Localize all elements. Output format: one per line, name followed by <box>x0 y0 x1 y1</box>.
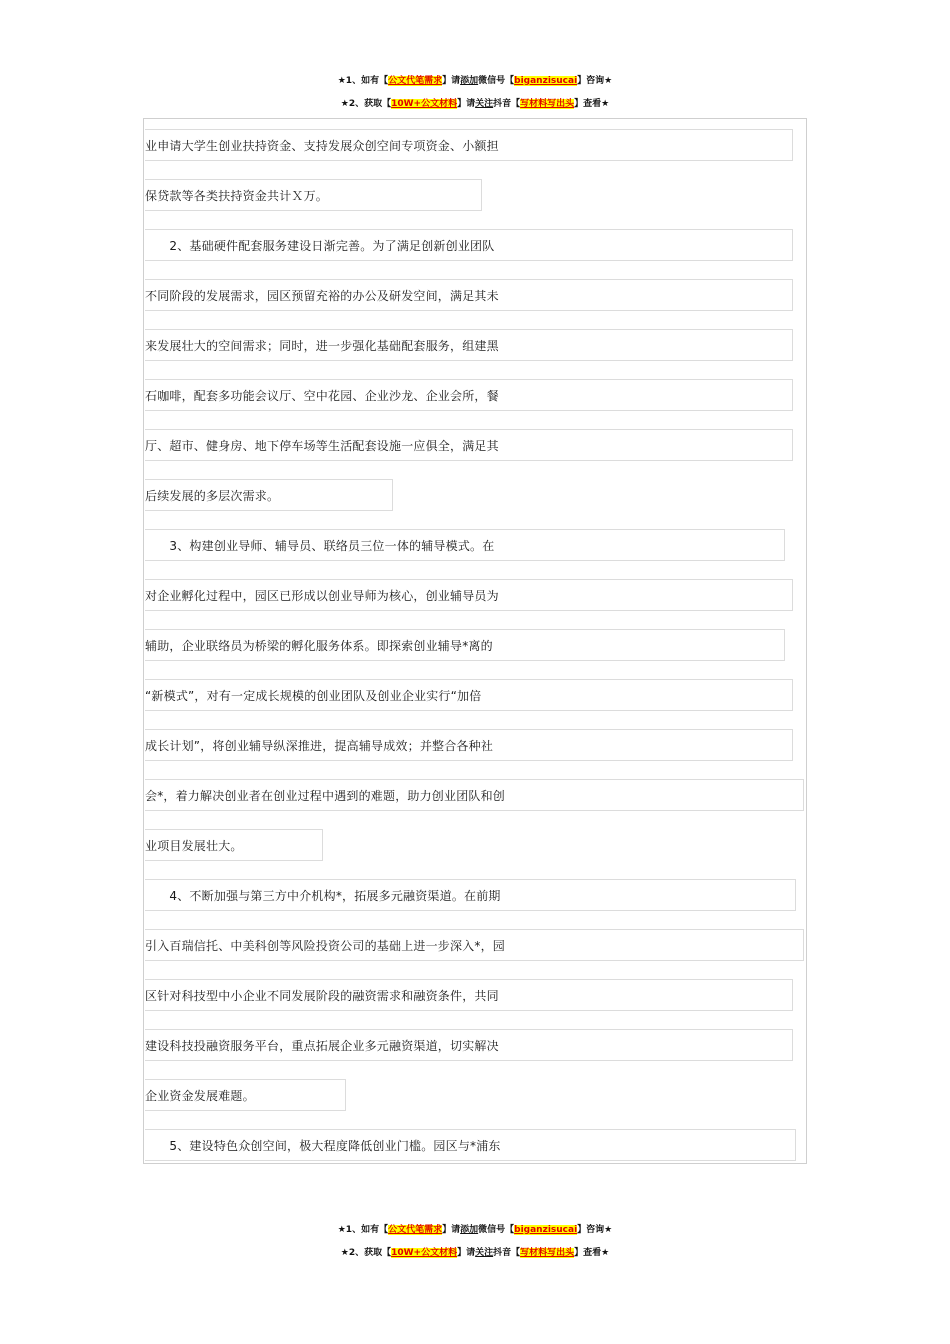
document-line: 厅、超市、健身房、地下停车场等生活配套设施一应俱全，满足其 <box>145 429 793 461</box>
banner-text: 】咨询★ <box>577 76 613 86</box>
header-banner <box>0 70 950 116</box>
banner-text: 微信号【 <box>478 1225 515 1235</box>
banner-highlight: 10W+公文材料 <box>391 1248 458 1258</box>
document-line: 业申请大学生创业扶持资金、支持发展众创空间专项资金、小额担 <box>145 129 793 161</box>
banner-text: 抖音【 <box>493 1248 521 1258</box>
banner-text: 】查看★ <box>574 1248 610 1258</box>
footer-banner <box>0 1219 950 1265</box>
banner-text: 】查看★ <box>574 99 610 109</box>
banner-underline: 添加 <box>460 76 479 86</box>
document-line: 会*，着力解决创业者在创业过程中遇到的难题，助力创业团队和创 <box>145 779 804 811</box>
document-line: 引入百瑞信托、中美科创等风险投资公司的基础上进一步深入*，园 <box>145 929 804 961</box>
document-line: 5、建设特色众创空间，极大程度降低创业门槛。园区与*浦东 <box>145 1129 796 1161</box>
document-line: 保贷款等各类扶持资金共计Ｘ万。 <box>145 179 482 211</box>
banner-wechat-id: biganzisucai <box>514 76 578 86</box>
document-line: 企业资金发展难题。 <box>145 1079 346 1111</box>
banner-douyin-id: 写材料写出头 <box>520 99 575 109</box>
banner-underline: 添加 <box>460 1225 479 1235</box>
banner-text: 抖音【 <box>493 99 521 109</box>
banner-text: 】请 <box>457 99 476 109</box>
banner-text: ★1、如有【 <box>337 76 389 86</box>
banner-text: ★2、获取【 <box>340 1248 392 1258</box>
document-line: 建设科技投融资服务平台，重点拓展企业多元融资渠道，切实解决 <box>145 1029 793 1061</box>
footer-banner-line-1 <box>0 1219 950 1242</box>
banner-text: 】咨询★ <box>577 1225 613 1235</box>
document-line: 后续发展的多层次需求。 <box>145 479 393 511</box>
document-line: “新模式”，对有一定成长规模的创业团队及创业企业实行“加倍 <box>145 679 793 711</box>
document-line: 2、基础硬件配套服务建设日渐完善。为了满足创新创业团队 <box>145 229 793 261</box>
banner-text: 微信号【 <box>478 76 515 86</box>
banner-highlight: 公文代笔需求 <box>388 1225 443 1235</box>
banner-highlight: 公文代笔需求 <box>388 76 443 86</box>
document-line: 业项目发展壮大。 <box>145 829 323 861</box>
banner-text: 】请 <box>442 1225 461 1235</box>
banner-underline: 关注 <box>475 99 494 109</box>
document-line: 来发展壮大的空间需求；同时，进一步强化基础配套服务，组建黑 <box>145 329 793 361</box>
banner-text: 】请 <box>442 76 461 86</box>
header-banner-line-2 <box>0 93 950 116</box>
document-line: 3、构建创业导师、辅导员、联络员三位一体的辅导模式。在 <box>145 529 785 561</box>
banner-text: ★1、如有【 <box>337 1225 389 1235</box>
header-banner-line-1 <box>0 70 950 93</box>
banner-text: ★2、获取【 <box>340 99 392 109</box>
document-line: 石咖啡，配套多功能会议厅、空中花园、企业沙龙、企业会所，餐 <box>145 379 793 411</box>
banner-underline: 关注 <box>475 1248 494 1258</box>
banner-text: 】请 <box>457 1248 476 1258</box>
banner-wechat-id: biganzisucai <box>514 1225 578 1235</box>
document-line: 成长计划”，将创业辅导纵深推进，提高辅导成效；并整合各种社 <box>145 729 793 761</box>
footer-banner-line-2 <box>0 1242 950 1265</box>
document-line: 辅助，企业联络员为桥梁的孵化服务体系。即探索创业辅导*离的 <box>145 629 785 661</box>
document-line: 区针对科技型中小企业不同发展阶段的融资需求和融资条件，共同 <box>145 979 793 1011</box>
document-line: 4、不断加强与第三方中介机构*，拓展多元融资渠道。在前期 <box>145 879 796 911</box>
document-line: 不同阶段的发展需求，园区预留充裕的办公及研发空间，满足其未 <box>145 279 793 311</box>
document-line: 对企业孵化过程中，园区已形成以创业导师为核心，创业辅导员为 <box>145 579 793 611</box>
banner-highlight: 10W+公文材料 <box>391 99 458 109</box>
banner-douyin-id: 写材料写出头 <box>520 1248 575 1258</box>
